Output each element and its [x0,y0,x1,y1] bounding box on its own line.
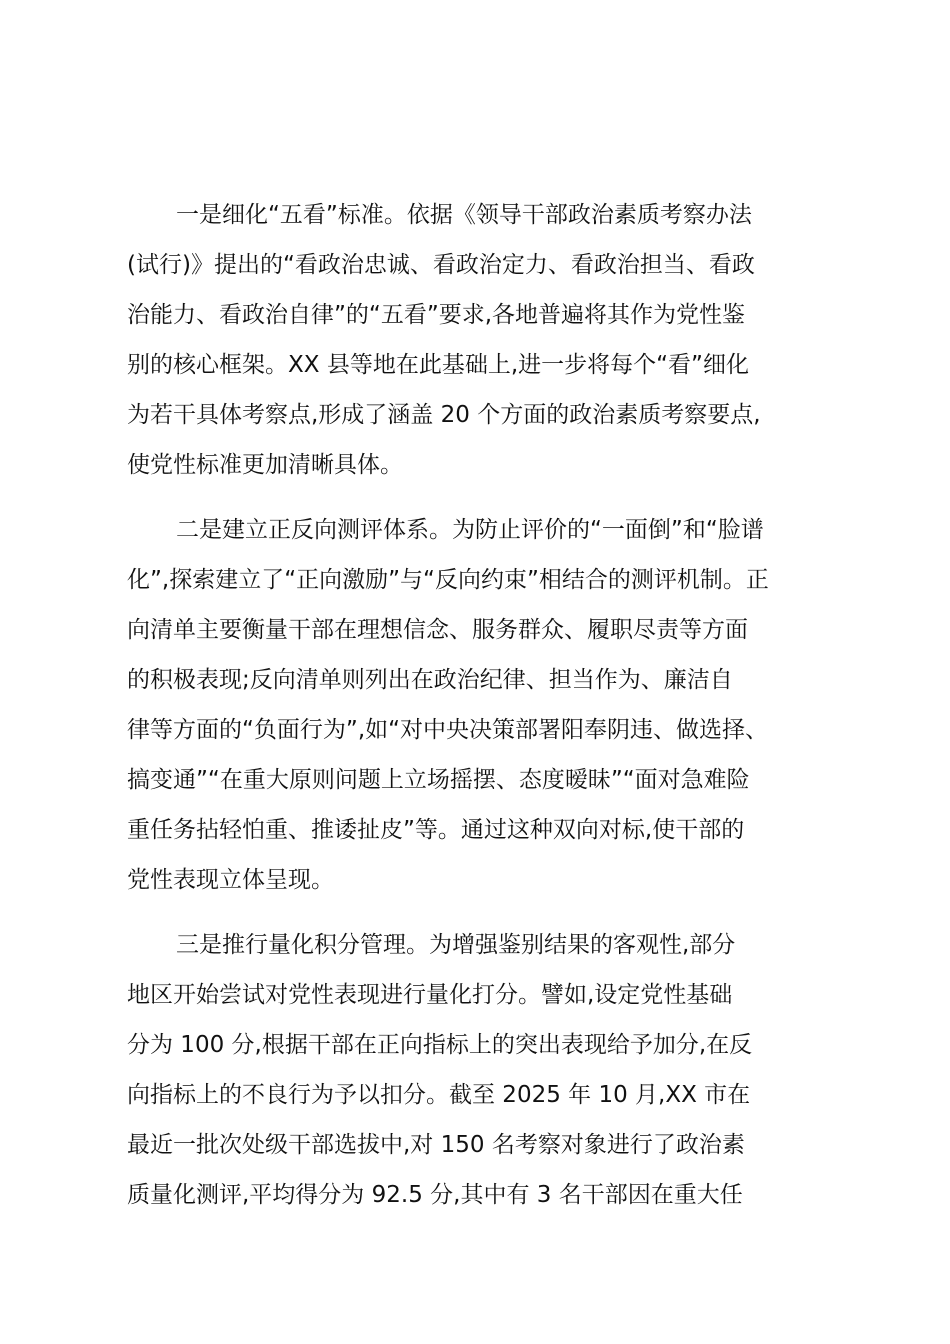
text-line: 化”,探索建立了“正向激励”与“反向约束”相结合的测评机制。正 [127,567,769,593]
text-line: 党性表现立体呈现。 [127,867,334,893]
text-line: 质量化测评,平均得分为 92.5 分,其中有 3 名干部因在重大任 [127,1182,743,1208]
text-line: 最近一批次处级干部选拔中,对 150 名考察对象进行了政治素 [127,1132,745,1158]
text-line: 一是细化“五看”标准。依据《领导干部政治素质考察办法 [176,202,752,228]
text-line: 律等方面的“负面行为”,如“对中央决策部署阳奉阴违、做选择、 [127,717,769,743]
document-body [127,190,827,1235]
paragraph-2 [127,505,827,905]
text-line: 别的核心框架。XX 县等地在此基础上,进一步将每个“看”细化 [127,352,749,378]
text-line: 搞变通”“在重大原则问题上立场摇摆、态度暧昧”“面对急难险 [127,767,750,793]
text-line: 的积极表现;反向清单则列出在政治纪律、担当作为、廉洁自 [127,667,733,693]
text-line: 分为 100 分,根据干部在正向指标上的突出表现给予加分,在反 [127,1032,753,1058]
text-line: (试行)》提出的“看政治忠诚、看政治定力、看政治担当、看政 [127,252,755,278]
text-line: 二是建立正反向测评体系。为防止评价的“一面倒”和“脸谱 [176,517,764,543]
text-line: 向清单主要衡量干部在理想信念、服务群众、履职尽责等方面 [127,617,748,643]
text-line: 地区开始尝试对党性表现进行量化打分。譬如,设定党性基础 [127,982,733,1008]
text-line: 为若干具体考察点,形成了涵盖 20 个方面的政治素质考察要点, [127,402,761,428]
text-line: 向指标上的不良行为予以扣分。截至 2025 年 10 月,XX 市在 [127,1082,751,1108]
text-line: 治能力、看政治自律”的“五看”要求,各地普遍将其作为党性鉴 [127,302,746,328]
paragraph-3 [127,920,827,1220]
paragraph-1 [127,190,827,490]
text-line: 三是推行量化积分管理。为增强鉴别结果的客观性,部分 [176,932,736,958]
text-line: 使党性标准更加清晰具体。 [127,452,403,478]
text-line: 重任务拈轻怕重、推诿扯皮”等。通过这种双向对标,使干部的 [127,817,745,843]
